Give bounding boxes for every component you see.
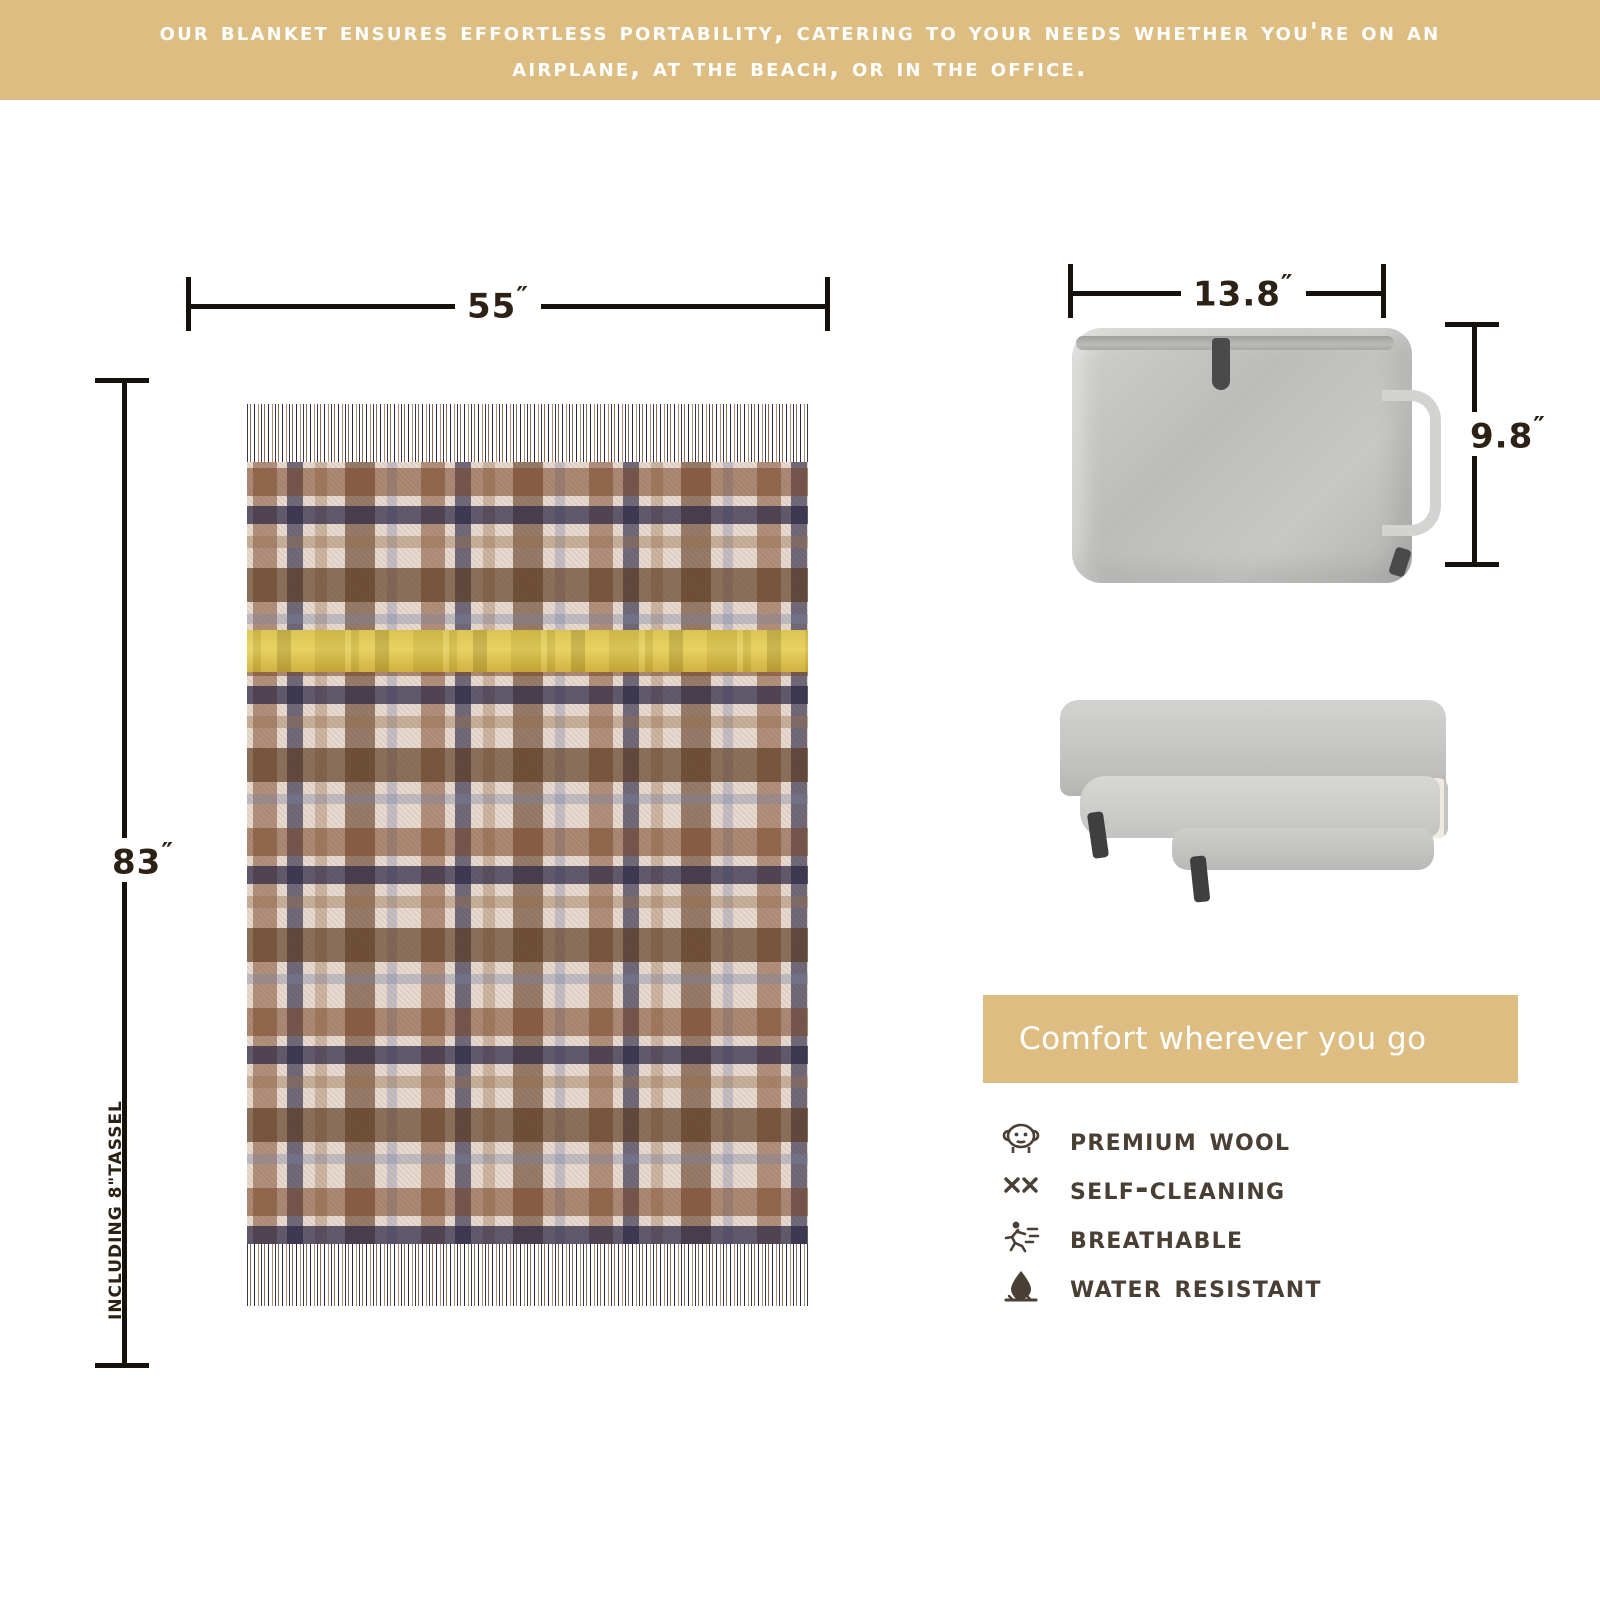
water-drop-icon: [990, 1266, 1052, 1306]
feature-label-breathable: breathable: [1070, 1217, 1244, 1256]
feature-label-premium-wool: premium wool: [1070, 1119, 1291, 1158]
pouch-handle: [1382, 390, 1441, 536]
blanket-plaid-body: [247, 462, 808, 1248]
pouch-height-label: [1458, 412, 1558, 456]
pouch-height-value: 9.8: [1470, 416, 1534, 457]
blanket-width-cap-right: [825, 277, 830, 331]
runner-icon: [990, 1217, 1052, 1257]
pouch-height-cap-top: [1445, 322, 1499, 327]
feature-item-self-cleaning: [990, 1164, 1510, 1211]
pouch-product-image: [1072, 328, 1412, 583]
blanket-height-unit: ″: [161, 838, 174, 868]
blanket-fringe-bottom: [247, 1244, 808, 1306]
pouch-width-cap-right: [1381, 264, 1386, 318]
pouch-width-cap-left: [1068, 264, 1073, 318]
feature-item-breathable: [990, 1213, 1510, 1260]
promo-banner-text: our blanket ensures effortless portability, catering to your needs whether you're on an airplane, at the beach, or in the office.: [159, 17, 1441, 82]
pouch-width-label: [1181, 270, 1306, 314]
blanket-height-value: 83: [112, 842, 162, 883]
blanket-width-value: 55: [467, 286, 517, 327]
pouch-width-unit: ″: [1280, 270, 1294, 300]
feature-label-water-resistant: water resistant: [1070, 1266, 1322, 1305]
promo-banner: [0, 0, 1600, 100]
tagline-bar: [983, 995, 1518, 1083]
tassel-note: INCLUDING 8"TASSEL: [106, 1100, 126, 1320]
pouch-width-value: 13.8: [1193, 274, 1281, 315]
feature-list: [990, 1115, 1510, 1311]
blanket-gold-stripe: [247, 630, 808, 672]
blanket-height-cap-bottom: [95, 1363, 149, 1368]
folded-blanket-bottom-layer: [1172, 828, 1434, 870]
blanket-product-image: [247, 404, 808, 1306]
pouch-height-unit: ″: [1533, 412, 1546, 442]
feature-label-self-cleaning: self-cleaning: [1070, 1168, 1286, 1207]
pouch-zipper: [1076, 336, 1394, 350]
pouch-height-cap-bottom: [1445, 562, 1499, 567]
tagline-text: Comfort wherever you go: [1019, 1021, 1427, 1057]
blanket-height-label: [100, 838, 186, 882]
folded-blanket-image: [1060, 700, 1446, 900]
blanket-width-label: [455, 282, 541, 326]
feature-item-premium-wool: [990, 1115, 1510, 1162]
blanket-width-unit: ″: [516, 282, 529, 312]
feature-item-water-resistant: [990, 1262, 1510, 1309]
sheep-icon: [990, 1119, 1052, 1159]
blanket-fringe-top: [247, 404, 808, 466]
no-stain-icon: [990, 1168, 1052, 1208]
blanket-width-cap-left: [186, 277, 191, 331]
blanket-height-cap-top: [95, 378, 149, 383]
pouch-zipper-pull: [1212, 338, 1230, 390]
